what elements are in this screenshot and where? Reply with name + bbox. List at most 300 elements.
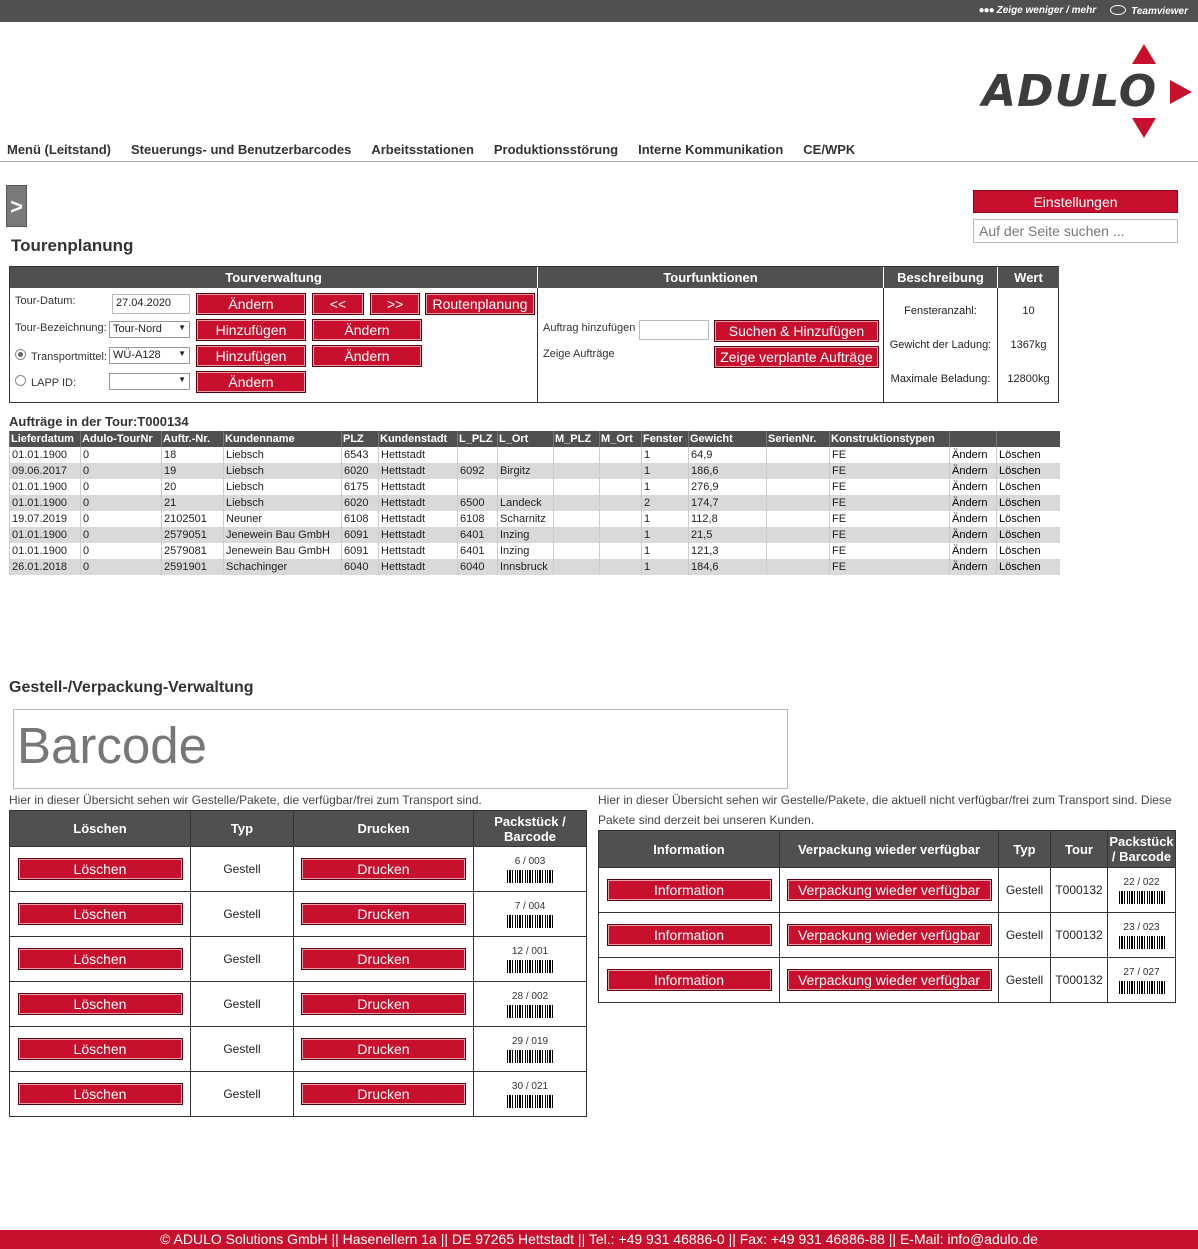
tour-name-select[interactable]	[109, 321, 190, 338]
pack-number: 27 / 027	[1123, 966, 1160, 978]
table-cell: Hettstadt	[379, 527, 458, 543]
tour-cell: T000132	[1051, 913, 1108, 958]
print-cell	[294, 937, 474, 982]
table-cell	[600, 479, 642, 495]
table-cell: 01.01.1900	[10, 495, 81, 511]
table-cell: FE	[830, 447, 950, 463]
table-cell: 21	[162, 495, 224, 511]
type-cell: Gestell	[191, 847, 294, 892]
print-cell	[294, 982, 474, 1027]
edit-order-link[interactable]: Ändern	[950, 479, 997, 495]
table-cell: FE	[830, 511, 950, 527]
nav-item-5[interactable]: CE/WPK	[803, 142, 856, 157]
tour-cell: T000132	[1051, 958, 1108, 1003]
table-cell: 6108	[458, 511, 498, 527]
tourfunktionen-header: Tourfunktionen	[538, 267, 883, 288]
table-row	[10, 543, 1060, 559]
add-transport-button[interactable]: Hinzufügen	[196, 345, 306, 367]
table-cell: 0	[81, 447, 162, 463]
table-cell: Landeck	[498, 495, 554, 511]
table-row	[10, 479, 1060, 495]
table-cell: Liebsch	[224, 447, 342, 463]
print-package-button[interactable]: Drucken	[301, 903, 466, 925]
table-cell: 1	[642, 559, 689, 575]
table-cell	[554, 447, 600, 463]
arrow-down-icon	[1132, 118, 1156, 138]
table-cell: 1	[642, 447, 689, 463]
tour-name-label: Tour-Bezeichnung:	[15, 322, 107, 334]
delete-cell	[10, 1072, 191, 1117]
table-cell: 2579051	[162, 527, 224, 543]
pack-number: 7 / 004	[514, 900, 546, 912]
table-row	[10, 463, 1060, 479]
table-cell	[554, 527, 600, 543]
table-cell: 01.01.1900	[10, 527, 81, 543]
table-cell: 6020	[342, 495, 379, 511]
delete-order-link[interactable]: Löschen	[997, 511, 1060, 527]
table-cell: 6543	[342, 447, 379, 463]
lapp-label: LAPP ID:	[31, 377, 77, 389]
edit-order-link[interactable]: Ändern	[950, 511, 997, 527]
table-cell: 6401	[458, 543, 498, 559]
beschreibung-header: Beschreibung	[884, 267, 997, 288]
lapp-radio[interactable]	[15, 375, 26, 386]
tour-management-panel	[9, 266, 1059, 403]
delete-package-button[interactable]: Löschen	[18, 993, 183, 1015]
table-cell: 20	[162, 479, 224, 495]
table-cell: 6401	[458, 527, 498, 543]
table-cell	[498, 479, 554, 495]
type-cell: Gestell	[191, 937, 294, 982]
table-cell: Liebsch	[224, 495, 342, 511]
delete-order-link[interactable]: Löschen	[997, 559, 1060, 575]
delete-package-button[interactable]: Löschen	[18, 1038, 183, 1060]
delete-order-link[interactable]: Löschen	[997, 447, 1060, 463]
pack-cell	[474, 1072, 587, 1117]
table-cell	[554, 511, 600, 527]
table-cell: 19.07.2019	[10, 511, 81, 527]
table-cell: 0	[81, 479, 162, 495]
tour-cell: T000132	[1051, 868, 1108, 913]
table-cell: 0	[81, 495, 162, 511]
print-package-button[interactable]: Drucken	[301, 948, 466, 970]
pack-cell	[1108, 913, 1176, 958]
teamviewer-label: Teamviewer	[1131, 6, 1188, 17]
table-cell: Liebsch	[224, 463, 342, 479]
table-cell	[600, 543, 642, 559]
table-row	[599, 958, 1176, 1003]
table-row	[599, 868, 1176, 913]
transport-select[interactable]	[109, 347, 190, 364]
chevron-down-icon: ▼	[178, 323, 186, 332]
edit-order-link[interactable]: Ändern	[950, 495, 997, 511]
col-info-header: Information	[599, 831, 780, 868]
table-cell: 6500	[458, 495, 498, 511]
pack-cell	[474, 937, 587, 982]
table-cell	[767, 559, 830, 575]
type-cell: Gestell	[191, 892, 294, 937]
barcode-icon	[507, 870, 553, 883]
available-cell	[780, 958, 999, 1003]
table-cell: 6092	[458, 463, 498, 479]
table-cell	[767, 495, 830, 511]
search-add-button[interactable]: Suchen & Hinzufügen	[714, 320, 879, 342]
table-cell: Inzing	[498, 527, 554, 543]
orders-col-header: Adulo-TourNr	[81, 431, 162, 447]
transport-radio[interactable]	[15, 349, 26, 360]
orders-col-header: Gewicht	[689, 431, 767, 447]
delete-order-link[interactable]: Löschen	[997, 495, 1060, 511]
available-cell	[780, 868, 999, 913]
table-cell: 01.01.1900	[10, 543, 81, 559]
delete-package-button[interactable]: Löschen	[18, 903, 183, 925]
tour-date-label: Tour-Datum:	[15, 295, 76, 307]
change-lapp-button[interactable]: Ändern	[196, 371, 306, 393]
delete-order-link[interactable]: Löschen	[997, 463, 1060, 479]
lapp-select[interactable]	[109, 373, 190, 390]
table-cell	[767, 447, 830, 463]
table-cell: 18	[162, 447, 224, 463]
package-available-button[interactable]: Verpackung wieder verfügbar	[787, 879, 992, 901]
table-cell	[600, 511, 642, 527]
delete-order-link[interactable]: Löschen	[997, 543, 1060, 559]
edit-order-link[interactable]: Ändern	[950, 543, 997, 559]
main-navigation	[0, 138, 1198, 162]
table-cell: 1	[642, 479, 689, 495]
orders-col-header: Lieferdatum	[10, 431, 81, 447]
edit-order-link[interactable]: Ändern	[950, 527, 997, 543]
table-cell: 64,9	[689, 447, 767, 463]
pack-cell	[474, 1027, 587, 1072]
table-cell: Schachinger	[224, 559, 342, 575]
table-cell: 1	[642, 527, 689, 543]
change-date-button[interactable]: Ändern	[196, 293, 306, 315]
table-cell	[767, 479, 830, 495]
print-package-button[interactable]: Drucken	[301, 858, 466, 880]
table-cell: 2591901	[162, 559, 224, 575]
tourverwaltung-header: Tourverwaltung	[10, 267, 537, 288]
type-cell: Gestell	[191, 1072, 294, 1117]
table-row	[10, 495, 1060, 511]
dots-icon: ●●●	[978, 5, 994, 16]
settings-button[interactable]: Einstellungen	[973, 190, 1178, 213]
col-tour-header: Tour	[1051, 831, 1108, 868]
information-button[interactable]: Information	[607, 924, 772, 946]
table-cell: Hettstadt	[379, 495, 458, 511]
gestell-section-title: Gestell-/Verpackung-Verwaltung	[9, 679, 254, 696]
footer: © ADULO Solutions GmbH || Hasenellern 1a || DE 97265 Hettstadt || Tel.: +49 931 46886-0 || Fax: +49 931 46886-88 || E-Mail: info@adulo.de	[0, 1230, 1198, 1249]
info-cell	[599, 958, 780, 1003]
col-available-header: Verpackung wieder verfügbar	[780, 831, 999, 868]
pack-cell	[474, 847, 587, 892]
orders-col-header	[997, 431, 1060, 447]
barcode-icon	[507, 1095, 553, 1108]
table-row	[10, 892, 587, 937]
delete-order-link[interactable]: Löschen	[997, 479, 1060, 495]
teamviewer-link[interactable]	[1110, 4, 1188, 17]
table-cell: Inzing	[498, 543, 554, 559]
arrow-up-icon	[1132, 44, 1156, 64]
type-cell: Gestell	[999, 958, 1051, 1003]
table-cell: 0	[81, 463, 162, 479]
show-planned-orders-button[interactable]: Zeige verplante Aufträge	[714, 346, 879, 368]
barcode-icon	[507, 915, 553, 928]
add-tour-button[interactable]: Hinzufügen	[196, 319, 306, 341]
pack-cell	[1108, 958, 1176, 1003]
table-row	[10, 847, 587, 892]
col-type-header: Typ	[191, 811, 294, 847]
delete-cell	[10, 892, 191, 937]
tour-name-value: Tour-Nord	[113, 323, 162, 335]
table-cell: Hettstadt	[379, 511, 458, 527]
table-cell	[767, 511, 830, 527]
delete-cell	[10, 982, 191, 1027]
window-count-value: 10	[1022, 305, 1035, 317]
table-cell	[498, 447, 554, 463]
type-cell: Gestell	[999, 868, 1051, 913]
table-cell	[600, 463, 642, 479]
table-cell: 174,7	[689, 495, 767, 511]
delete-package-button[interactable]: Löschen	[18, 1083, 183, 1105]
pack-cell	[474, 982, 587, 1027]
col-pack-header: Packstück / Barcode	[474, 811, 587, 847]
load-weight-label: Gewicht der Ladung:	[889, 339, 992, 351]
logo-text: ADULO	[982, 66, 1158, 117]
package-available-button[interactable]: Verpackung wieder verfügbar	[787, 924, 992, 946]
page-title: Tourenplanung	[11, 236, 134, 255]
pack-number: 30 / 021	[511, 1080, 549, 1092]
show-orders-label: Zeige Aufträge	[543, 348, 615, 360]
table-cell: 1	[642, 511, 689, 527]
table-row	[10, 511, 1060, 527]
pack-cell	[1108, 868, 1176, 913]
table-row	[10, 559, 1060, 575]
table-cell: 1	[642, 463, 689, 479]
table-cell	[554, 463, 600, 479]
barcode-icon	[507, 1050, 553, 1063]
print-package-button[interactable]: Drucken	[301, 993, 466, 1015]
table-cell: Birgitz	[498, 463, 554, 479]
table-cell: 6040	[342, 559, 379, 575]
table-row	[10, 1072, 587, 1117]
chevron-down-icon: ▼	[178, 349, 186, 358]
add-order-input[interactable]	[639, 320, 709, 340]
info-cell	[599, 913, 780, 958]
print-package-button[interactable]: Drucken	[301, 1083, 466, 1105]
pack-number: 12 / 001	[511, 945, 549, 957]
top-bar	[0, 0, 1198, 22]
available-packages-table	[9, 810, 587, 1117]
adulo-logo	[980, 44, 1195, 140]
table-cell: 186,6	[689, 463, 767, 479]
orders-col-header: Konstruktionstypen	[830, 431, 950, 447]
table-cell: FE	[830, 479, 950, 495]
table-cell: 6091	[342, 543, 379, 559]
tour-date-field[interactable]: 27.04.2020	[112, 294, 190, 314]
barcode-placeholder: Barcode	[17, 717, 207, 774]
orders-col-header: Auftr.-Nr.	[162, 431, 224, 447]
table-cell	[767, 463, 830, 479]
pack-cell	[474, 892, 587, 937]
table-cell: 21,5	[689, 527, 767, 543]
information-button[interactable]: Information	[607, 969, 772, 991]
change-tour-button[interactable]: Ändern	[312, 319, 422, 341]
delete-cell	[10, 937, 191, 982]
nav-item-0[interactable]: Menü (Leitstand)	[7, 142, 111, 157]
chevron-down-icon: ▼	[178, 375, 186, 384]
pack-number: 29 / 019	[511, 1035, 549, 1047]
sidebar-toggle-button[interactable]: >	[6, 185, 27, 227]
orders-col-header: M_PLZ	[554, 431, 600, 447]
table-cell: 1	[642, 543, 689, 559]
delete-package-button[interactable]: Löschen	[18, 948, 183, 970]
delete-cell	[10, 1027, 191, 1072]
table-row	[10, 937, 587, 982]
barcode-icon	[1119, 936, 1165, 949]
change-transport-button[interactable]: Ändern	[312, 345, 422, 367]
barcode-icon	[1119, 981, 1165, 994]
pack-number: 28 / 002	[511, 990, 549, 1002]
table-cell: 6040	[458, 559, 498, 575]
table-row	[10, 982, 587, 1027]
barcode-icon	[507, 960, 553, 973]
table-cell: 01.01.1900	[10, 447, 81, 463]
col-delete-header: Löschen	[10, 811, 191, 847]
add-order-label: Auftrag hinzufügen	[543, 322, 636, 334]
table-cell	[554, 559, 600, 575]
table-row	[10, 447, 1060, 463]
print-package-button[interactable]: Drucken	[301, 1038, 466, 1060]
info-cell	[599, 868, 780, 913]
max-load-value: 12800kg	[1007, 373, 1050, 385]
table-cell	[458, 447, 498, 463]
edit-order-link[interactable]: Ändern	[950, 559, 997, 575]
table-cell: Innsbruck	[498, 559, 554, 575]
route-planning-button[interactable]: Routenplanung	[425, 293, 535, 315]
orders-col-header: L_PLZ	[458, 431, 498, 447]
pack-number: 6 / 003	[514, 855, 546, 867]
table-cell: FE	[830, 543, 950, 559]
table-cell: 01.01.1900	[10, 479, 81, 495]
page-search-input[interactable]	[973, 219, 1178, 243]
window-count-label: Fensteranzahl:	[904, 305, 977, 317]
nav-item-2[interactable]: Arbeitsstationen	[371, 142, 474, 157]
table-cell	[600, 447, 642, 463]
divider	[537, 288, 538, 403]
table-cell: Scharnitz	[498, 511, 554, 527]
table-cell: 26.01.2018	[10, 559, 81, 575]
transport-value: WÜ-A128	[113, 349, 161, 361]
table-cell: 6091	[342, 527, 379, 543]
table-cell	[554, 495, 600, 511]
table-cell: 2102501	[162, 511, 224, 527]
print-cell	[294, 1027, 474, 1072]
pack-number: 22 / 022	[1123, 876, 1160, 888]
wert-header: Wert	[998, 267, 1059, 288]
nav-item-1[interactable]: Steuerungs- und Benutzerbarcodes	[131, 142, 352, 157]
table-cell: 0	[81, 511, 162, 527]
table-cell: 6020	[342, 463, 379, 479]
delete-package-button[interactable]: Löschen	[18, 858, 183, 880]
table-cell: 276,9	[689, 479, 767, 495]
table-cell: Hettstadt	[379, 543, 458, 559]
table-cell: FE	[830, 463, 950, 479]
table-row	[599, 913, 1176, 958]
table-cell: 2	[642, 495, 689, 511]
next-date-button[interactable]: >>	[370, 293, 420, 315]
information-button[interactable]: Information	[607, 879, 772, 901]
unavailable-packages-table	[598, 830, 1176, 1003]
max-load-label: Maximale Beladung:	[890, 373, 991, 385]
orders-col-header: Fenster	[642, 431, 689, 447]
unavailable-info-text: Hier in dieser Übersicht sehen wir Gestelle/Pakete, die aktuell nicht verfügbar/frei zum Transport sind. Diese Pakete sind derzeit bei unseren Kunden.	[598, 793, 1172, 827]
orders-col-header	[950, 431, 997, 447]
table-cell: 09.06.2017	[10, 463, 81, 479]
prev-date-button[interactable]: <<	[312, 293, 364, 315]
nav-item-3[interactable]: Produktionsstörung	[493, 142, 619, 157]
table-cell	[600, 527, 642, 543]
orders-col-header: M_Ort	[600, 431, 642, 447]
available-info-text: Hier in dieser Übersicht sehen wir Gestelle/Pakete, die verfügbar/frei zum Transport sind.	[9, 793, 482, 807]
table-cell: Hettstadt	[379, 479, 458, 495]
edit-order-link[interactable]: Ändern	[950, 447, 997, 463]
table-cell: 0	[81, 527, 162, 543]
col-print-header: Drucken	[294, 811, 474, 847]
delete-order-link[interactable]: Löschen	[997, 527, 1060, 543]
orders-col-header: L_Ort	[498, 431, 554, 447]
table-cell	[458, 479, 498, 495]
type-cell: Gestell	[191, 1027, 294, 1072]
table-cell	[600, 495, 642, 511]
barcode-input[interactable]	[13, 709, 788, 789]
edit-order-link[interactable]: Ändern	[950, 463, 997, 479]
unavailable-header-row	[599, 831, 1176, 868]
show-less-more-link[interactable]	[979, 5, 1097, 16]
table-cell: FE	[830, 559, 950, 575]
table-cell: Hettstadt	[379, 463, 458, 479]
table-row	[10, 527, 1060, 543]
show-less-more-label: Zeige weniger / mehr	[996, 5, 1097, 16]
print-cell	[294, 847, 474, 892]
chat-bubble-icon	[1110, 5, 1126, 15]
table-cell: Jenewein Bau GmbH	[224, 527, 342, 543]
table-cell: FE	[830, 527, 950, 543]
table-cell: 19	[162, 463, 224, 479]
table-cell: 6108	[342, 511, 379, 527]
arrow-right-icon	[1170, 80, 1192, 104]
table-row	[10, 1027, 587, 1072]
package-available-button[interactable]: Verpackung wieder verfügbar	[787, 969, 992, 991]
table-cell: Liebsch	[224, 479, 342, 495]
nav-item-4[interactable]: Interne Kommunikation	[638, 142, 784, 157]
table-cell: 0	[81, 559, 162, 575]
available-header-row	[10, 811, 587, 847]
table-cell: 121,3	[689, 543, 767, 559]
col-type-header: Typ	[999, 831, 1051, 868]
load-weight-value: 1367kg	[1010, 339, 1047, 351]
table-cell: Hettstadt	[379, 447, 458, 463]
table-cell: Neuner	[224, 511, 342, 527]
pack-number: 23 / 023	[1123, 921, 1160, 933]
table-cell: 6175	[342, 479, 379, 495]
table-cell	[554, 543, 600, 559]
available-cell	[780, 913, 999, 958]
col-pack-header: Packstück / Barcode	[1108, 831, 1176, 868]
orders-col-header: Kundenstadt	[379, 431, 458, 447]
orders-header-row	[10, 431, 1060, 447]
orders-col-header: PLZ	[342, 431, 379, 447]
table-cell: 112,8	[689, 511, 767, 527]
